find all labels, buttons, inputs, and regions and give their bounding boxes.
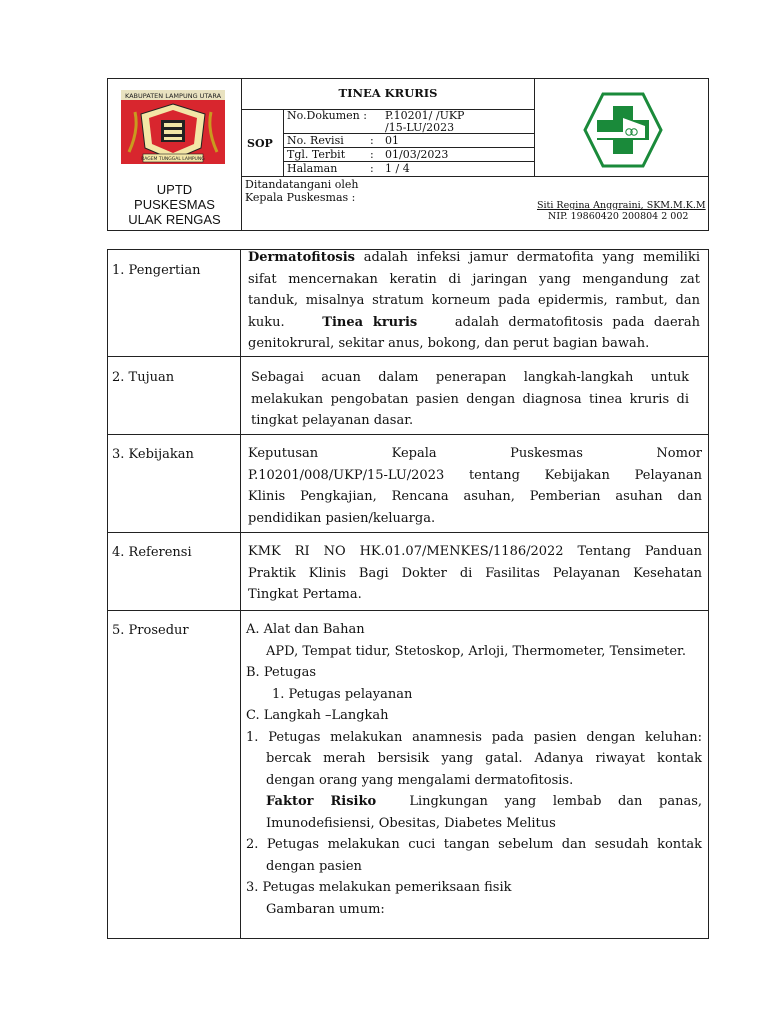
doc-number-value-2: /15-LU/2023 bbox=[385, 121, 455, 134]
revision-label: No. Revisi bbox=[287, 134, 344, 147]
issue-date-value: 01/03/2023 bbox=[385, 148, 449, 161]
row-label-kebijakan: 3. Kebijakan bbox=[112, 447, 194, 462]
page-count-sep: : bbox=[370, 162, 374, 175]
pengertian-line-4a: kuku. bbox=[248, 314, 285, 330]
signer-nip: NIP. 19860420 200804 2 002 bbox=[548, 211, 689, 222]
tujuan-line-3: tingkat pelayanan dasar. bbox=[251, 413, 414, 428]
prosedur-step-3b: Gambaran umum: bbox=[266, 901, 385, 917]
row-label-tujuan: 2. Tujuan bbox=[112, 370, 175, 385]
pengertian-text bbox=[248, 247, 700, 355]
prosedur-step-1b: bercak merah bersisik yang gatal. Adanya riwayat kontak bbox=[266, 751, 702, 766]
prosedur-step-1a: 1. Petugas melakukan anamnesis pada pasien dengan keluhan: bbox=[246, 729, 702, 745]
prosedur-risk-rest: Lingkungan yang lembab dan panas, bbox=[409, 794, 703, 809]
kebijakan-line-2: P.10201/008/UKP/15-LU/2023 tentang Kebijakan Pelayanan bbox=[248, 467, 702, 483]
prosedur-step-3a: 3. Petugas melakukan pemeriksaan fisik bbox=[246, 880, 512, 895]
kebijakan-line-1: Keputusan Kepala Puskesmas Nomor bbox=[248, 446, 702, 461]
pengertian-line-1: adalah infeksi jamur dermatofita yang memiliki bbox=[354, 250, 700, 265]
issue-date-sep: : bbox=[370, 148, 374, 161]
svg-text:RAGEM TUNGGAL LAMPUNG: RAGEM TUNGGAL LAMPUNG bbox=[141, 157, 205, 162]
doc-number-label: No.Dokumen : bbox=[287, 109, 367, 122]
term-tinea-kruris: Tinea kruris bbox=[322, 314, 418, 330]
page-count-value: 1 / 4 bbox=[385, 162, 410, 175]
pengertian-line-2: sifat mencernakan keratin di jaringan yang mengandung zat bbox=[248, 271, 700, 287]
puskesmas-logo bbox=[583, 92, 663, 168]
kebijakan-line-4: pendidikan pasien/keluarga. bbox=[248, 510, 436, 526]
prosedur-step-2b: dengan pasien bbox=[266, 858, 362, 874]
tujuan-line-1: Sebagai acuan dalam penerapan langkah-langkah untuk bbox=[251, 370, 689, 385]
page-count-label: Halaman bbox=[287, 162, 338, 175]
issue-date-label: Tgl. Terbit bbox=[287, 148, 346, 161]
page-title: TINEA KRURIS bbox=[338, 86, 438, 100]
row-label-referensi: 4. Referensi bbox=[112, 545, 192, 560]
prosedur-a-head: A. Alat dan Bahan bbox=[246, 622, 365, 637]
row-label-pengertian: 1. Pengertian bbox=[112, 263, 201, 278]
prosedur-text bbox=[246, 619, 702, 920]
revision-value: 01 bbox=[385, 134, 399, 147]
sop-label: SOP bbox=[247, 137, 273, 150]
revision-sep: : bbox=[370, 134, 374, 147]
referensi-line-2: Praktik Klinis Bagi Dokter di Fasilitas Pelayanan Kesehatan bbox=[248, 565, 702, 581]
svg-text:KABUPATEN LAMPUNG UTARA: KABUPATEN LAMPUNG UTARA bbox=[124, 92, 222, 100]
kabupaten-logo bbox=[121, 90, 225, 164]
prosedur-risk-2: Imunodefisiensi, Obesitas, Diabetes Melitus bbox=[266, 815, 556, 831]
prosedur-step-1c: dengan orang yang mengalami dermatofitosis. bbox=[266, 772, 574, 788]
signed-by-role: Kepala Puskesmas : bbox=[245, 191, 356, 204]
pengertian-line-4b: adalah dermatofitosis pada daerah bbox=[454, 314, 701, 330]
referensi-line-3: Tingkat Pertama. bbox=[248, 587, 362, 602]
term-faktor-risiko: Faktor Risiko bbox=[266, 794, 377, 809]
pengertian-line-3: tanduk, misalnya stratum korneum pada epidermis, rambut, dan bbox=[248, 293, 700, 308]
row-label-prosedur: 5. Prosedur bbox=[112, 623, 189, 638]
referensi-text bbox=[248, 541, 702, 606]
pengertian-line-5: genitokrural, sekitar anus, bokong, dan perut bagian bawah. bbox=[248, 336, 650, 351]
prosedur-step-2a: 2. Petugas melakukan cuci tangan sebelum dan sesudah kontak bbox=[246, 837, 702, 852]
signer-name: Siti Regina Anggraini, SKM.M.K.M bbox=[537, 200, 706, 211]
referensi-line-1: KMK RI NO HK.01.07/MENKES/1186/2022 Tentang Panduan bbox=[248, 544, 702, 559]
prosedur-a-body: APD, Tempat tidur, Stetoskop, Arloji, Thermometer, Tensimeter. bbox=[266, 643, 686, 659]
kebijakan-text bbox=[248, 443, 702, 529]
tujuan-text bbox=[251, 367, 689, 432]
tujuan-line-2: melakukan pengobatan pasien dengan diagnosa tinea kruris di bbox=[251, 391, 689, 407]
org-name: UPTD PUSKESMAS ULAK RENGAS bbox=[128, 182, 221, 227]
kebijakan-line-3: Klinis Pengkajian, Rencana asuhan, Pemberian asuhan dan bbox=[248, 489, 702, 504]
term-dermatofitosis: Dermatofitosis bbox=[248, 250, 355, 265]
prosedur-c-head: C. Langkah –Langkah bbox=[246, 708, 389, 723]
doc-number-value: P.10201/ /UKP bbox=[385, 109, 465, 122]
prosedur-b-item: 1. Petugas pelayanan bbox=[272, 686, 413, 702]
signed-by-label: Ditandatangani oleh bbox=[245, 178, 359, 191]
prosedur-b-head: B. Petugas bbox=[246, 665, 317, 680]
